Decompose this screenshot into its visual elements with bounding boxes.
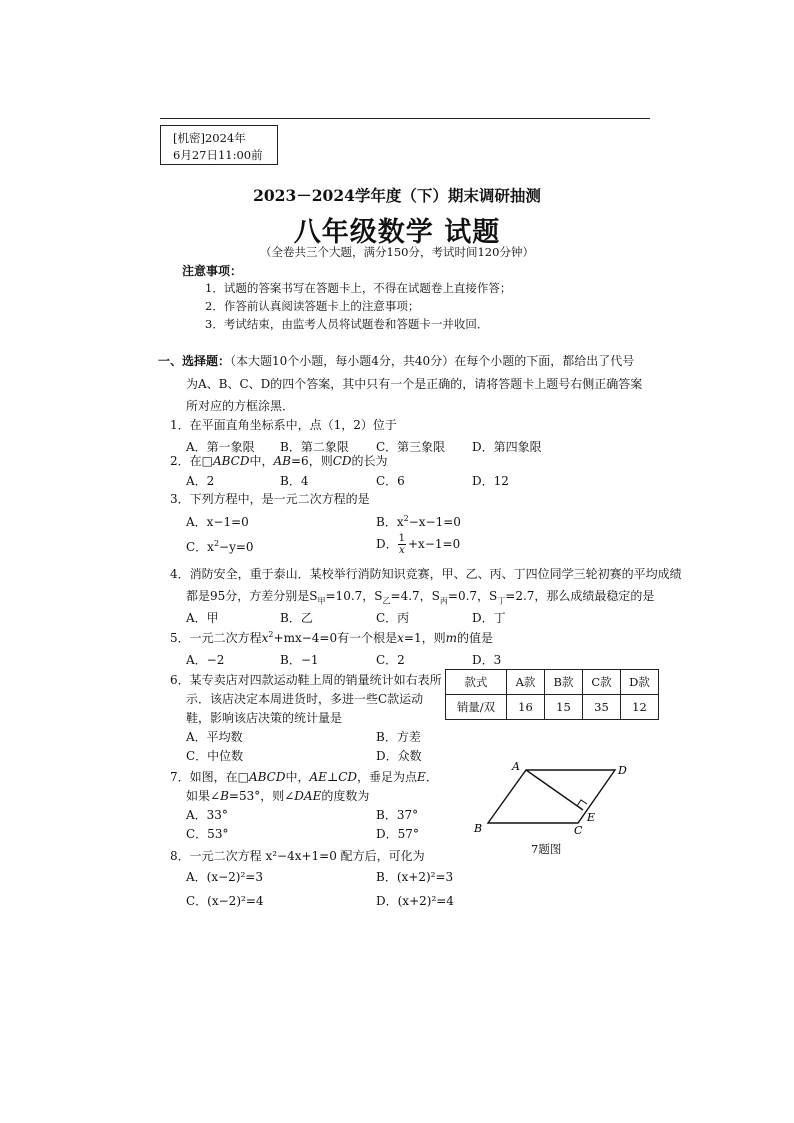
q4-option-b: B．乙 xyxy=(280,611,313,625)
q4-option-d: D．丁 xyxy=(472,611,506,625)
q1-option-b: B．第二象限 xyxy=(280,440,349,454)
q2-option-c: C．6 xyxy=(376,474,405,488)
q5-option-a: A．−2 xyxy=(186,653,225,667)
q5-option-d: D．3 xyxy=(472,653,502,667)
q8-option-d: D．(x+2)²=4 xyxy=(376,894,454,908)
table-header-cell: B款 xyxy=(545,670,583,695)
table-cell: 16 xyxy=(507,695,545,720)
note-item: 2．作答前认真阅读答题卡上的注意事项； xyxy=(205,299,420,313)
q1-option-a: A．第一象限 xyxy=(186,440,255,454)
section-intro-line-2: 为A、B、C、D的四个答案，其中只有一个是正确的，请将答题卡上题号右侧正确答案 xyxy=(186,377,643,391)
question-7-line-2: 如果∠B=53°，则∠DAE的度数为 xyxy=(186,789,370,803)
top-rule xyxy=(160,118,650,119)
vertex-label-c: C xyxy=(574,824,583,837)
table-row-label: 销量/双 xyxy=(446,695,507,720)
q8-option-b: B．(x+2)²=3 xyxy=(376,870,454,884)
q6-option-d: D．众数 xyxy=(376,749,422,763)
vertex-label-e: E xyxy=(587,811,596,824)
q4-option-c: C．丙 xyxy=(376,611,410,625)
vertex-label-d: D xyxy=(618,764,627,777)
table-cell: 15 xyxy=(545,695,583,720)
q7-option-b: B．37° xyxy=(376,808,419,822)
q3-option-c: C．$x^2-y=0$ xyxy=(186,539,254,554)
q3-option-a: A．x−1=0 xyxy=(186,515,249,529)
q4-option-a: A．甲 xyxy=(186,611,219,625)
question-6-line-1: 6．某专卖店对四款运动鞋上周的销量统计如右表所 xyxy=(170,673,442,687)
table-header-cell: A款 xyxy=(507,670,545,695)
table-header-cell: 款式 xyxy=(446,670,507,695)
question-2-stem: 2．在□ABCD中，AB=6，则CD的长为 xyxy=(170,454,388,468)
q7-option-c: C．53° xyxy=(186,827,229,841)
q6-option-a: A．平均数 xyxy=(186,730,243,744)
q3-option-d: D． $\frac{1}{x}$ +x−1=0 xyxy=(376,533,461,556)
fraction-one-over-x: $\frac{1}{x}$ xyxy=(398,533,405,556)
vertex-label-b: B xyxy=(474,822,483,835)
q5-option-b: B．−1 xyxy=(280,653,319,667)
subject-title: 八年级数学 试题 xyxy=(293,217,501,248)
q6-option-b: B．方差 xyxy=(376,730,421,744)
q5-option-c: C．2 xyxy=(376,653,405,667)
vertex-label-a: A xyxy=(512,760,520,773)
question-1-stem: 1．在平面直角坐标系中，点（1，2）位于 xyxy=(170,418,397,432)
confidential-line-1: [机密]2024年 xyxy=(173,131,246,145)
table-cell: 35 xyxy=(583,695,621,720)
exam-title: 2023－2024学年度（下）期末调研抽测 xyxy=(253,186,541,205)
parallelogram-abcd xyxy=(488,770,615,823)
section-label: 一、选择题： xyxy=(158,354,231,368)
q3-option-b: B．$x^2-x-1=0$ xyxy=(376,514,461,529)
exam-subtitle: （全卷共三个大题，满分150分，考试时间120分钟） xyxy=(260,245,534,259)
q2-option-a: A．2 xyxy=(186,474,215,488)
question-3-stem: 3．下列方程中，是一元二次方程的是 xyxy=(170,492,370,506)
notes-heading: 注意事项： xyxy=(182,264,243,278)
table-header-cell: D款 xyxy=(621,670,659,695)
note-item: 3．考试结束，由监考人员将试题卷和答题卡一并收回． xyxy=(205,317,489,331)
sales-table xyxy=(445,669,659,720)
section-intro-line-1: 一、选择题：（本大题10个小题，每小题4分，共40分）在每个小题的下面，都给出了代号 xyxy=(158,354,635,368)
question-8-stem: 8．一元二次方程 x²−4x+1=0 配方后，可化为 xyxy=(170,849,425,863)
q1-option-c: C．第三象限 xyxy=(376,440,446,454)
q8-option-a: A．(x−2)²=3 xyxy=(186,870,263,884)
confidential-line-2: 6月27日11:00前 xyxy=(173,148,263,162)
question-5-stem: 5．一元二次方程$x^2+mx-4=0$有一个根是x=1，则m的值是 xyxy=(170,630,493,645)
question-4-line-2: 都是95分，方差分别是$S_甲=10.7$，$S_乙=4.7$，$S_丙=0.7$，$S_丁=2.7$，那么成绩最稳定的是 xyxy=(186,589,655,606)
note-item: 1．试题的答案书写在答题卡上，不得在试题卷上直接作答； xyxy=(205,281,512,295)
segment-ae xyxy=(526,770,583,810)
table-row xyxy=(446,695,659,720)
q8-option-c: C．(x−2)²=4 xyxy=(186,894,264,908)
table-header-cell: C款 xyxy=(583,670,621,695)
section-intro-line-3: 所对应的方框涂黑． xyxy=(186,399,295,413)
table-header-row xyxy=(446,670,659,695)
q7-option-d: D．57° xyxy=(376,827,419,841)
confidential-box xyxy=(160,125,278,165)
q1-option-d: D．第四象限 xyxy=(472,440,542,454)
question-6-line-3: 鞋，影响该店决策的统计量是 xyxy=(186,711,343,725)
table-cell: 12 xyxy=(621,695,659,720)
figure-caption: 7题图 xyxy=(531,842,562,856)
q6-option-c: C．中位数 xyxy=(186,749,244,763)
q2-option-d: D．12 xyxy=(472,474,509,488)
question-7-line-1: 7．如图，在□ABCD中，AE⊥CD，垂足为点E． xyxy=(170,770,438,784)
q7-option-a: A．33° xyxy=(186,808,228,822)
question-6-line-2: 示．该店决定本周进货时，多进一些C款运动 xyxy=(186,692,424,706)
question-4-line-1: 4．消防安全，重于泰山．某校举行消防知识竞赛，甲、乙、丙、丁四位同学三轮初赛的平均成绩 xyxy=(170,567,682,581)
right-angle-mark xyxy=(577,800,587,806)
q2-option-b: B．4 xyxy=(280,474,309,488)
